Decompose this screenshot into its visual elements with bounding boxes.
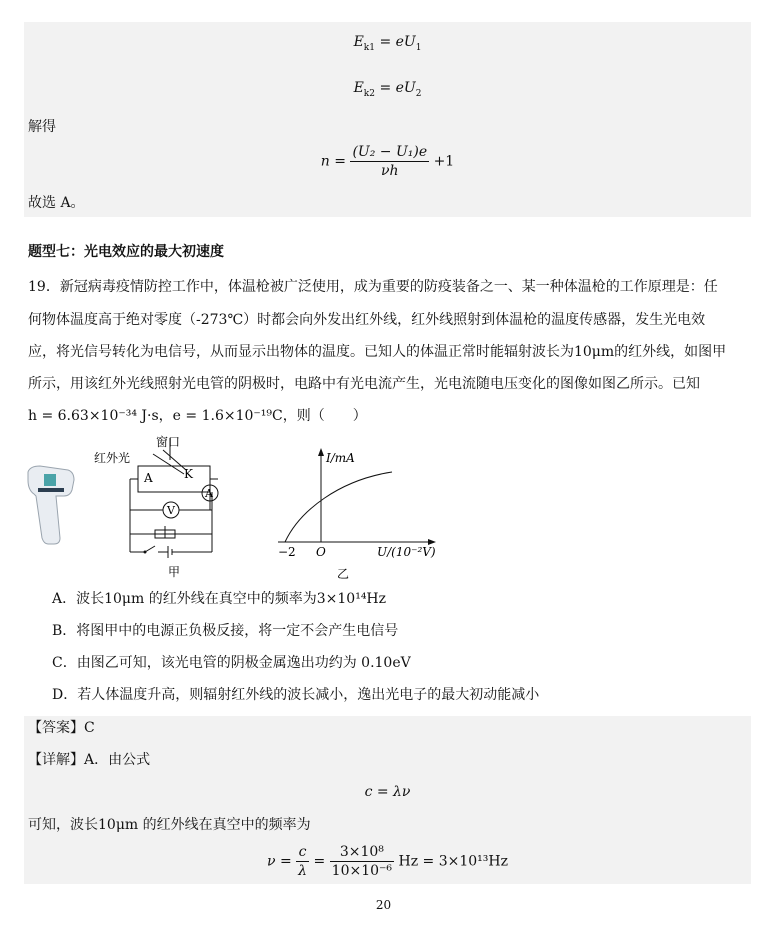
x-axis-label: U/(10⁻²V) <box>377 545 436 559</box>
origin-label: O <box>316 545 326 559</box>
solve-label: 解得 <box>28 119 56 135</box>
equation-nu: ν = $\frac{c}{\lambda}$ = $\frac{\text{3×10⁸}}{\text{10×10⁻⁶}}$ Hz = 3×10¹³Hz <box>267 844 508 879</box>
anode-label: A <box>144 471 153 485</box>
q19-line1: 19．新冠病毒疫情防控工作中，体温枪被广泛使用，成为重要的防疫装备之一、某一种体温枪的工作原理是：任 <box>28 279 718 295</box>
detail-label: 【详解】A．由公式 <box>28 752 151 768</box>
figure <box>20 430 450 585</box>
y-axis-label: I/mA <box>326 451 355 465</box>
q19-line3: 应，将光信号转化为电信号，从而显示出物体的温度。已知人的体温正常时能辐射波长为10μm的红外线，如图甲 <box>28 344 727 360</box>
cathode-label: K <box>184 467 193 481</box>
ir-light-label: 红外光 <box>94 451 131 465</box>
equation-c: c = λν <box>364 784 411 800</box>
option-d: D．若人体温度升高，则辐射红外线的波长减小，逸出光电子的最大初动能减小 <box>52 687 540 703</box>
q19-line4: 所示，用该红外光线照射光电管的阴极时，电路中有光电流产生，光电流随电压变化的图像如图乙所示。已知 <box>28 376 700 392</box>
fig-b-caption: 乙 <box>337 567 350 581</box>
ammeter-label: A <box>205 487 213 500</box>
freq-text: 可知，波长10μm 的红外线在真空中的频率为 <box>28 817 311 833</box>
choose-a: 故选 A。 <box>28 195 85 211</box>
equation-ek2: $E_{k2} = eU_2$ <box>353 80 422 99</box>
q19-line5: h = 6.63×10⁻³⁴ J·s，e = 1.6×10⁻¹⁹C，则（ ） <box>28 408 367 424</box>
option-a: A．波长10μm 的红外线在真空中的频率为3×10¹⁴Hz <box>52 591 387 607</box>
option-b: B．将图甲中的电源正负极反接，将一定不会产生电信号 <box>52 623 399 639</box>
equation-ek1: $E_{k1} = eU_1$ <box>353 34 422 53</box>
option-c: C．由图乙可知，该光电管的阴极金属逸出功约为 0.10eV <box>52 655 411 671</box>
answer-label: 【答案】C <box>28 720 95 736</box>
voltmeter-label: V <box>167 504 175 517</box>
thermometer-gun-icon <box>28 466 74 544</box>
equation-n: n = $\frac{\text{(U₂ − U₁)e}}{\nu h}$ +1 <box>320 144 455 179</box>
fig-a-caption: 甲 <box>168 565 181 579</box>
q19-line2: 何物体温度高于绝对零度（-273℃）时都会向外发出红外线，红外线照射到体温枪的温度传感器，发生光电效 <box>28 312 706 328</box>
page-number: 20 <box>375 898 392 912</box>
section-title: 题型七：光电效应的最大初速度 <box>28 244 224 260</box>
x-tick-label: −2 <box>278 545 296 559</box>
window-label: 窗口 <box>156 435 181 449</box>
